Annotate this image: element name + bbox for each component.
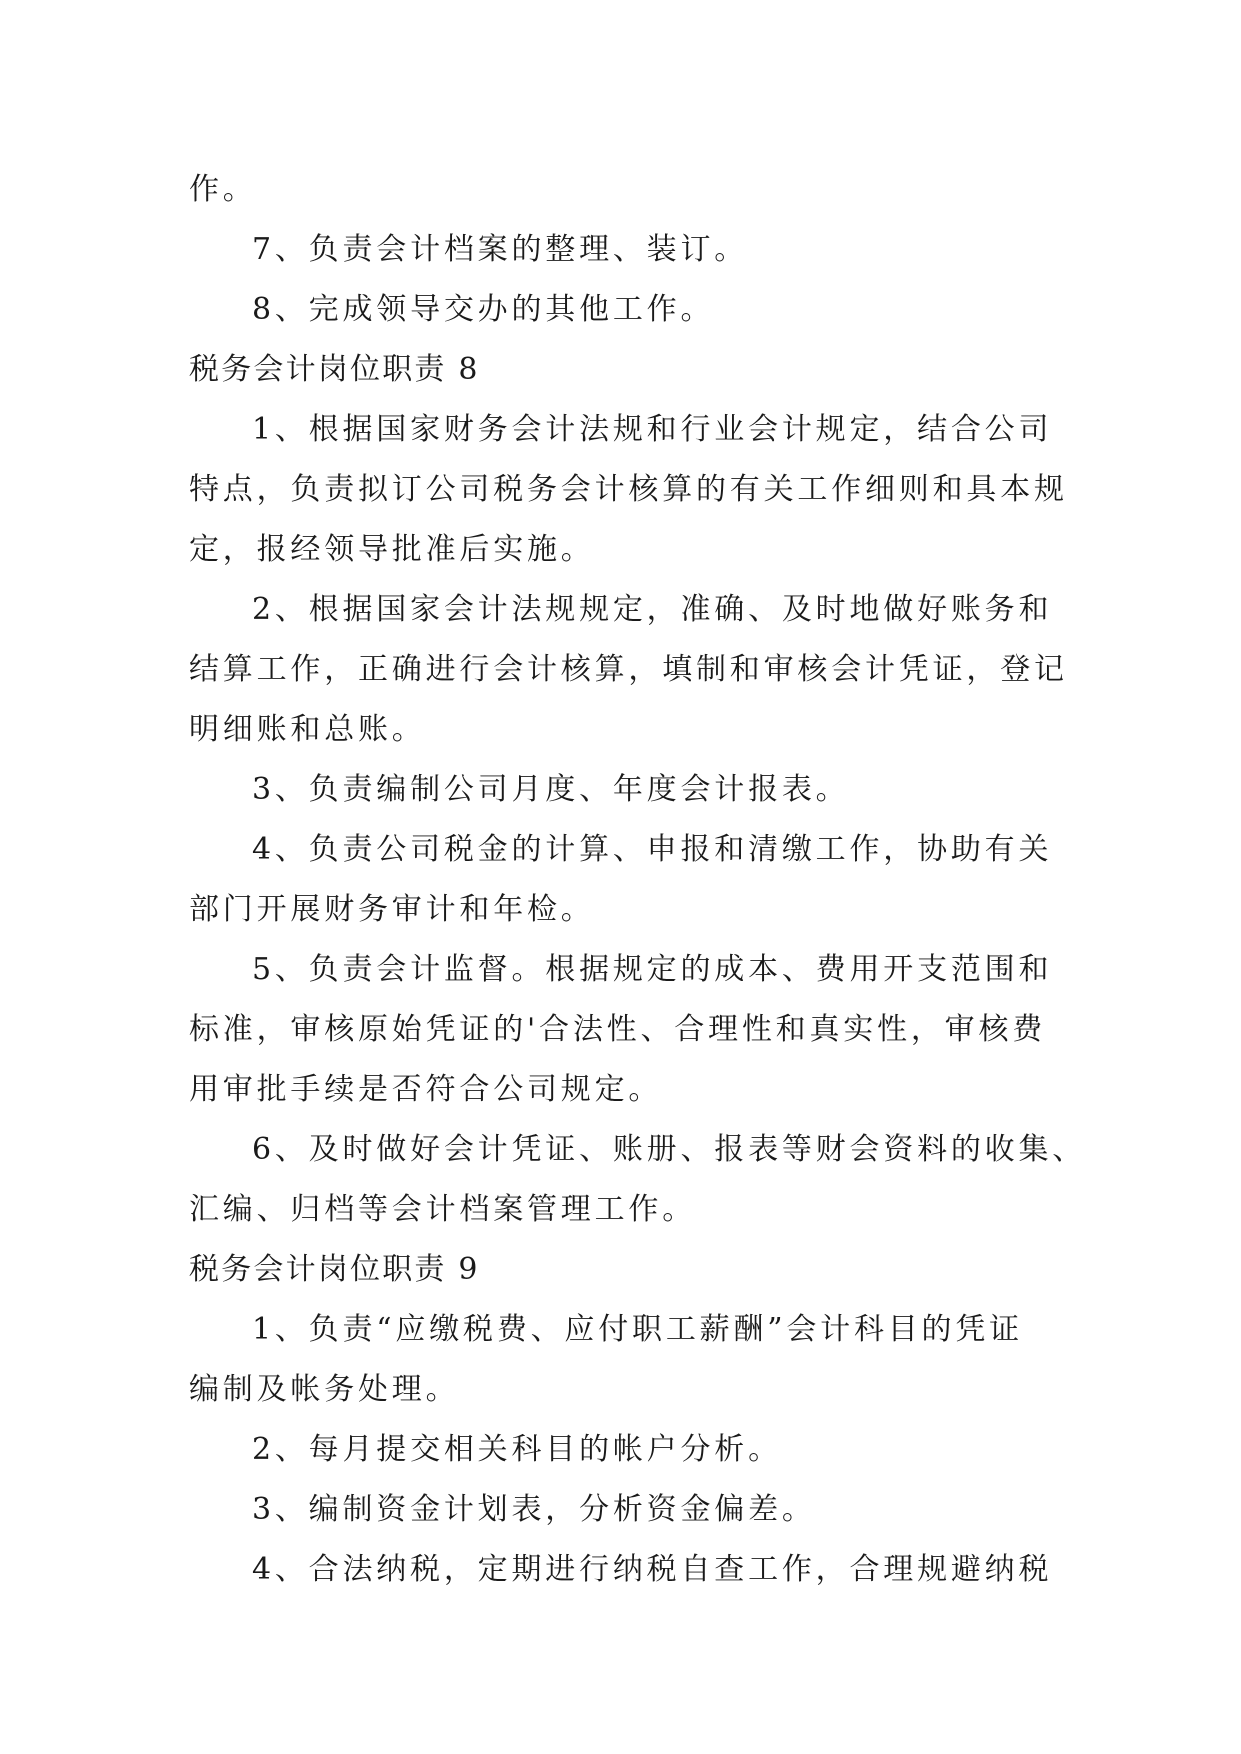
list-item-8: 8、完成领导交办的其他工作。 [252,292,715,327]
paragraph-9-3-line-1: 3、编制资金计划表，分析资金偏差。 [252,1492,816,1527]
paragraph-1-line-2: 特点，负责拟订公司税务会计核算的有关工作细则和具本规 [189,472,1068,507]
paragraph-1-line-1: 1、根据国家财务会计法规和行业会计规定，结合公司 [252,412,1053,447]
paragraph-9-4-line-1: 4、合法纳税，定期进行纳税自查工作，合理规避纳税 [252,1552,1053,1587]
paragraph-9-1-line-2: 编制及帐务处理。 [189,1372,460,1407]
text-line: 作。 [189,172,257,207]
paragraph-6-line-2: 汇编、归档等会计档案管理工作。 [189,1192,696,1227]
paragraph-2-line-2: 结算工作，正确进行会计核算，填制和审核会计凭证，登记 [189,652,1068,687]
paragraph-9-1-line-1: 1、负责“应缴税费、应付职工薪酬”会计科目的凭证 [252,1312,1023,1347]
section-heading-9: 税务会计岗位职责 9 [189,1252,480,1287]
paragraph-6-line-1: 6、及时做好会计凭证、账册、报表等财会资料的收集、 [252,1132,1087,1167]
paragraph-9-2-line-1: 2、每月提交相关科目的帐户分析。 [252,1432,782,1467]
list-item-7: 7、负责会计档案的整理、装订。 [252,232,749,267]
paragraph-1-line-3: 定，报经领导批准后实施。 [189,532,595,567]
paragraph-5-line-3: 用审批手续是否符合公司规定。 [189,1072,663,1107]
paragraph-4-line-2: 部门开展财务审计和年检。 [189,892,595,927]
paragraph-2-line-3: 明细账和总账。 [189,712,426,747]
paragraph-5-line-1: 5、负责会计监督。根据规定的成本、费用开支范围和 [252,952,1053,987]
paragraph-2-line-1: 2、根据国家会计法规规定，准确、及时地做好账务和 [252,592,1053,627]
paragraph-4-line-1: 4、负责公司税金的计算、申报和清缴工作，协助有关 [252,832,1053,867]
document-body [189,160,1087,1600]
paragraph-5-line-2: 标准，审核原始凭证的'合法性、合理性和真实性，审核费 [189,1012,1047,1047]
paragraph-3-line-1: 3、负责编制公司月度、年度会计报表。 [252,772,850,807]
section-heading-8: 税务会计岗位职责 8 [189,352,480,387]
